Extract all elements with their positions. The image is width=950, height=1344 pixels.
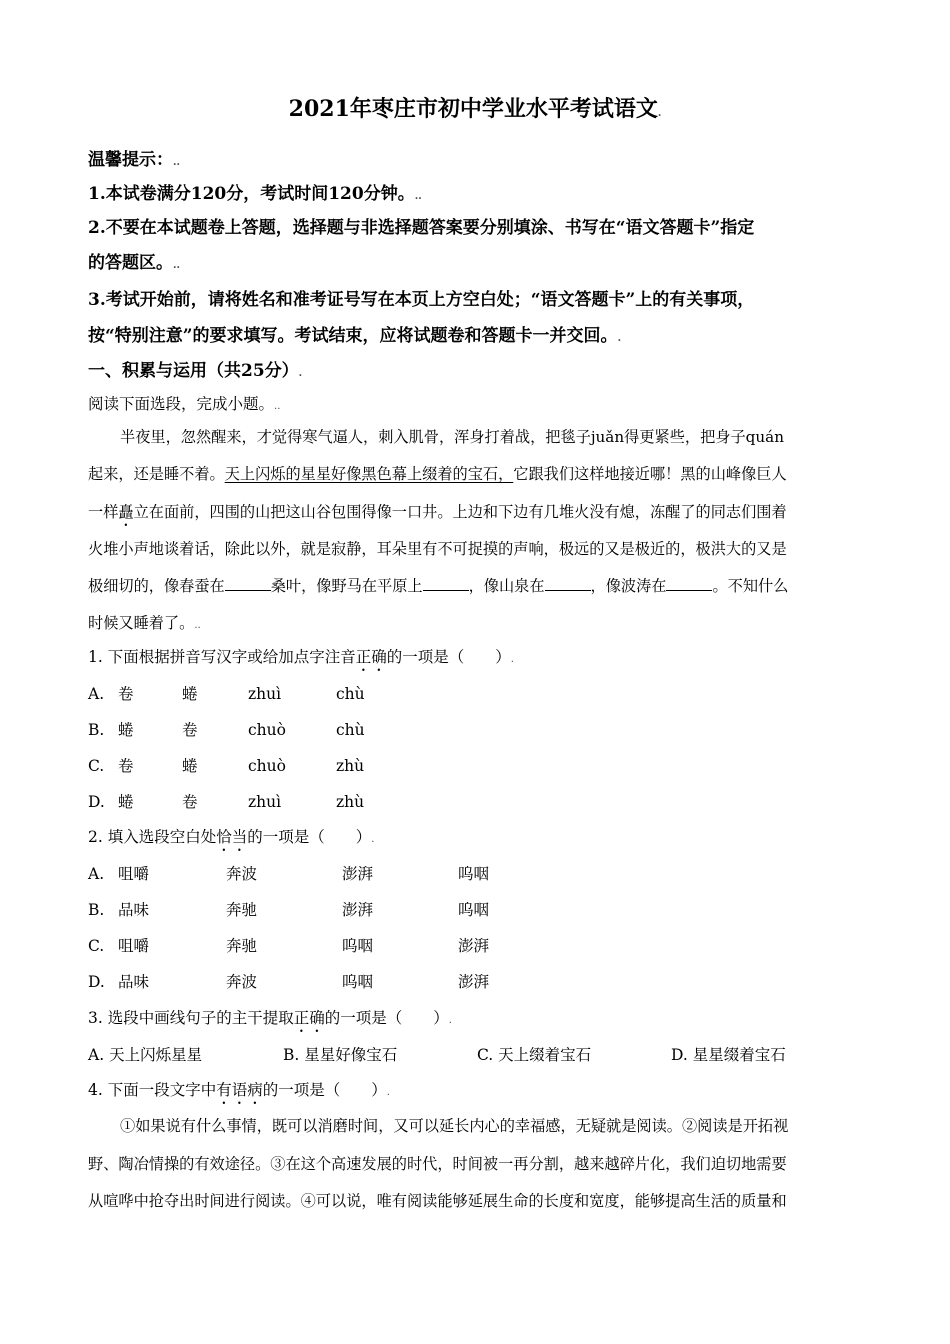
- passage-line-3: 一样矗立在面前，四围的山把这山谷包围得像一口井。上边和下边有几堆火没有熄，冻醒了的同志们围着: [88, 503, 787, 521]
- underlined-sentence: 天上闪烁的星星好像黑色幕上缀着的宝石，: [224, 465, 514, 483]
- passage-line-5: 极细切的，像春蚕在 桑叶，像野马在平原上 ，像山泉在 ，像波涛在 。不知什么: [88, 577, 789, 595]
- q1-option-a[interactable]: A. 卷 蜷 zhuì chù: [88, 685, 365, 703]
- q1-option-b[interactable]: B. 蜷 卷 chuò chù: [88, 721, 365, 739]
- question-4-stem: 4. 下面一段文字中有语病的一项是（ ）.: [88, 1081, 390, 1099]
- q2-option-b[interactable]: B. 品味 奔驰 澎湃 呜咽: [88, 901, 490, 919]
- q2-option-a[interactable]: A. 咀嚼 奔波 澎湃 呜咽: [88, 865, 490, 883]
- tip-1: 1.本试卷满分120分，考试时间120分钟。..: [88, 184, 422, 204]
- tip-2-line-2: 的答题区。..: [88, 253, 180, 273]
- section-1-heading: 一、积累与运用（共25分）.: [88, 361, 303, 381]
- q3-option-a[interactable]: A. 天上闪烁星星: [88, 1046, 203, 1064]
- tip-3-line-1: 3.考试开始前，请将姓名和准考证号写在本页上方空白处；“语文答题卡”上的有关事项，: [88, 290, 755, 310]
- q3-options-row: [88, 1043, 786, 1065]
- q1-option-c[interactable]: C. 卷 蜷 chuò zhù: [88, 757, 365, 775]
- passage-line-4: 火堆小声地谈着话，除此以外，就是寂静，耳朵里有不可捉摸的声响，极远的又是极近的，极洪大的又是: [88, 540, 787, 558]
- fill-blank-1[interactable]: [225, 578, 271, 591]
- q3-option-d[interactable]: D. 星星缀着宝石: [671, 1046, 786, 1064]
- exam-title: 2021年枣庄市初中学业水平考试语文.: [288, 96, 662, 122]
- tips-heading: 温馨提示：..: [88, 150, 180, 170]
- passage-line-1: 半夜里，忽然醒来，才觉得寒气逼人，刺入肌骨，浑身打着战，把毯子juǎn得更紧些，把身子quán: [120, 428, 784, 446]
- question-1-stem: 1. 下面根据拼音写汉字或给加点字注音正确的一项是（ ）.: [88, 648, 514, 666]
- q4-passage-line-1: ①如果说有什么事情，既可以消磨时间，又可以延长内心的幸福感，无疑就是阅读。②阅读是开拓视: [120, 1117, 789, 1135]
- section-1-instruction: 阅读下面选段，完成小题。..: [88, 395, 281, 413]
- fill-blank-3[interactable]: [545, 578, 591, 591]
- question-2-stem: 2. 填入选段空白处恰当的一项是（ ）.: [88, 828, 375, 846]
- q2-option-c[interactable]: C. 咀嚼 奔驰 呜咽 澎湃: [88, 937, 490, 955]
- tip-2-line-1: 2.不要在本试题卷上答题，选择题与非选择题答案要分别填涂、书写在“语文答题卡”指定: [88, 218, 755, 238]
- q1-option-d[interactable]: D. 蜷 卷 zhuì zhù: [88, 793, 365, 811]
- dotted-character: 矗: [118, 503, 134, 521]
- fill-blank-4[interactable]: [666, 578, 712, 591]
- question-3-stem: 3. 选段中画线句子的主干提取正确的一项是（ ）.: [88, 1009, 452, 1027]
- passage-line-6: 时候又睡着了。..: [88, 614, 201, 632]
- q3-option-c[interactable]: C. 天上缀着宝石: [477, 1046, 592, 1064]
- q4-passage-line-3: 从喧哗中抢夺出时间进行阅读。④可以说，唯有阅读能够延展生命的长度和宽度，能够提高生活的质量和: [88, 1192, 787, 1210]
- q3-option-b[interactable]: B. 星星好像宝石: [283, 1046, 398, 1064]
- passage-line-2: 起来，还是睡不着。天上闪烁的星星好像黑色幕上缀着的宝石，它跟我们这样地接近哪！黑的山峰像巨人: [88, 465, 787, 483]
- fill-blank-2[interactable]: [423, 578, 469, 591]
- q2-option-d[interactable]: D. 品味 奔波 呜咽 澎湃: [88, 973, 490, 991]
- tip-3-line-2: 按“特别注意”的要求填写。考试结束，应将试题卷和答题卡一并交回。.: [88, 326, 622, 346]
- q4-passage-line-2: 野、陶冶情操的有效途径。③在这个高速发展的时代，时间被一再分割，越来越碎片化，我们迫切地需要: [88, 1155, 787, 1173]
